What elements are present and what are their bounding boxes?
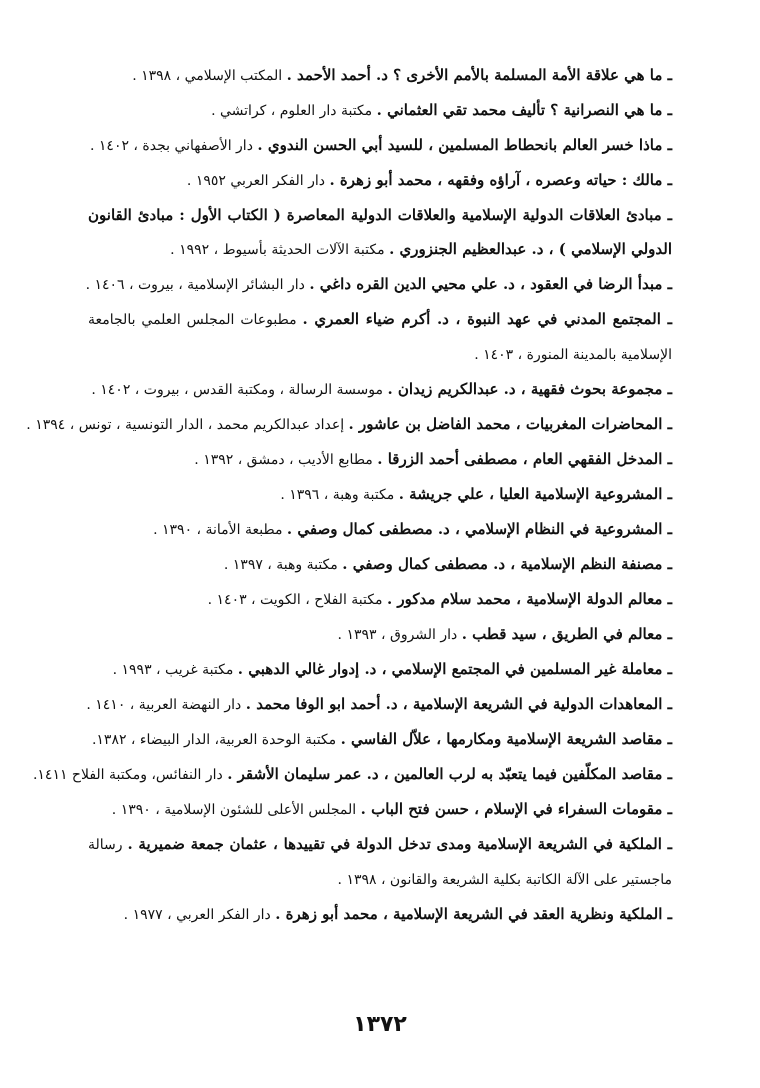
entry-title-author: ـ مقاصد الشريعة الإسلامية ومكارمها ، علاّل الفاسي . bbox=[340, 730, 672, 748]
entry-publisher: مطابع الأديب ، دمشق ، ١٣٩٢ . bbox=[194, 452, 378, 468]
bibliography-entry bbox=[88, 687, 672, 722]
entry-title-author: ـ الملكية في الشريعة الإسلامية ومدى تدخل الدولة في تقييدها ، عثمان جمعة ضميرية . bbox=[127, 835, 672, 853]
entry-publisher: المكتب الإسلامي ، ١٣٩٨ . bbox=[132, 68, 287, 84]
entry-title-author: ـ ما هي النصرانية ؟ تأليف محمد تقي العثماني . bbox=[376, 101, 672, 119]
bibliography-entry bbox=[88, 93, 672, 128]
bibliography-entry bbox=[88, 827, 672, 897]
page-number: ١٣٧٢ bbox=[353, 1012, 407, 1037]
entry-title-author: ـ مبادئ العلاقات الدولية الإسلامية والعلاقات الدولية المعاصرة ( الكتاب الأول : مبادئ القانون الدولي الإسلامي ) ، د. عبدالعظيم الجنزوري . bbox=[88, 206, 672, 258]
entry-title-author: ـ ماذا خسر العالم بانحطاط المسلمين ، للسيد أبي الحسن الندوي . bbox=[257, 136, 672, 154]
entry-publisher: مكتبة وهبة ، ١٣٩٧ . bbox=[223, 557, 343, 573]
entry-title-author: ـ الملكية ونظرية العقد في الشريعة الإسلامية ، محمد أبو زهرة . bbox=[275, 905, 672, 923]
bibliography-entry bbox=[32, 757, 672, 792]
bibliography-entry bbox=[88, 58, 672, 93]
entry-title-author: ـ المدخل الفقهي العام ، مصطفى أحمد الزرقا . bbox=[377, 450, 672, 468]
entry-publisher: مطبوعات المجلس العلمي بالجامعة الإسلامية بالمدينة المنورة ، ١٤٠٣ . bbox=[88, 312, 672, 363]
bibliography-entry bbox=[88, 617, 672, 652]
bibliography-entry bbox=[88, 722, 672, 757]
bibliography-entry bbox=[88, 547, 672, 582]
entry-publisher: دار النفائس، ومكتبة الفلاح ١٤١١. bbox=[32, 767, 228, 783]
entry-publisher: مطبعة الأمانة ، ١٣٩٠ . bbox=[153, 522, 287, 538]
entry-title-author: ـ المشروعية الإسلامية العليا ، علي جريشة . bbox=[398, 485, 672, 503]
entry-publisher: دار الأصفهاني بجدة ، ١٤٠٢ . bbox=[90, 138, 258, 154]
bibliography-entry bbox=[88, 198, 672, 267]
entry-publisher: مكتبة الآلات الحديثة بأسيوط ، ١٩٩٢ . bbox=[170, 242, 390, 258]
entry-publisher: دار البشائر الإسلامية ، بيروت ، ١٤٠٦ . bbox=[85, 277, 310, 293]
entry-title-author: ـ مجموعة بحوث فقهية ، د. عبدالكريم زيدان . bbox=[387, 380, 672, 398]
entry-title-author: ـ معالم الدولة الإسلامية ، محمد سلام مدكور . bbox=[386, 590, 672, 608]
entry-title-author: ـ معالم في الطريق ، سيد قطب . bbox=[461, 625, 672, 643]
bibliography-entry bbox=[88, 652, 672, 687]
entry-publisher: المجلس الأعلى للشئون الإسلامية ، ١٣٩٠ . bbox=[111, 802, 361, 818]
entry-publisher: دار الفكر العربي ١٩٥٢ . bbox=[186, 173, 330, 189]
bibliography-entry bbox=[88, 477, 672, 512]
entry-publisher: مكتبة وهبة ، ١٣٩٦ . bbox=[280, 487, 399, 503]
entry-publisher: دار الفكر العربي ، ١٩٧٧ . bbox=[123, 907, 276, 923]
bibliography-list bbox=[26, 58, 672, 932]
bibliography-entry bbox=[88, 163, 672, 198]
entry-title-author: ـ معاملة غير المسلمين في المجتمع الإسلامي ، د. إدوار غالي الدهبي . bbox=[237, 660, 672, 678]
bibliography-entry bbox=[85, 267, 672, 302]
entry-publisher: مكتبة دار العلوم ، كراتشي . bbox=[211, 103, 377, 119]
bibliography-entry bbox=[88, 128, 672, 163]
entry-publisher: دار النهضة العربية ، ١٤١٠ . bbox=[86, 697, 246, 713]
entry-title-author: ـ مقاصد المكلّفين فيما يتعبّد به لرب العالمين ، د. عمر سليمان الأشقر . bbox=[227, 765, 672, 783]
bibliography-entry bbox=[88, 372, 672, 407]
entry-publisher: مكتبة غريب ، ١٩٩٣ . bbox=[112, 662, 238, 678]
entry-publisher: مكتبة الوحدة العربية، الدار البيضاء ، ١٣٨٢. bbox=[91, 732, 341, 748]
bibliography-entry bbox=[26, 407, 672, 442]
entry-title-author: ـ المعاهدات الدولية في الشريعة الإسلامية ، د. أحمد ابو الوفا محمد . bbox=[245, 695, 672, 713]
entry-title-author: ـ مصنفة النظم الإسلامية ، د. مصطفى كمال وصفي . bbox=[342, 555, 672, 573]
entry-publisher: مكتبة الفلاح ، الكويت ، ١٤٠٣ . bbox=[207, 592, 387, 608]
bibliography-entry bbox=[88, 442, 672, 477]
entry-publisher: إعداد عبدالكريم محمد ، الدار التونسية ، تونس ، ١٣٩٤ . bbox=[26, 417, 349, 433]
entry-title-author: ـ المحاضرات المغربيات ، محمد الفاضل بن عاشور . bbox=[348, 415, 672, 433]
entry-publisher: موسسة الرسالة ، ومكتبة القدس ، بيروت ، ١٤٠٢ . bbox=[91, 382, 388, 398]
bibliography-entry bbox=[88, 792, 672, 827]
entry-title-author: ـ مقومات السفراء في الإسلام ، حسن فتح الباب . bbox=[360, 800, 672, 818]
entry-title-author: ـ المشروعية في النظام الإسلامي ، د. مصطفى كمال وصفي . bbox=[286, 520, 672, 538]
entry-title-author: ـ المجتمع المدني في عهد النبوة ، د. أكرم ضياء العمري . bbox=[302, 310, 672, 328]
entry-title-author: ـ مالك : حياته وعصره ، آراؤه وفقهه ، محمد أبو زهرة . bbox=[329, 171, 672, 189]
entry-publisher: دار الشروق ، ١٣٩٣ . bbox=[337, 627, 462, 643]
entry-title-author: ـ مبدأ الرضا في العقود ، د. علي محيي الدين القره داغي . bbox=[309, 275, 672, 293]
entry-publisher: رسالة ماجستير على الآلة الكاتبة بكلية الشريعة والقانون ، ١٣٩٨ . bbox=[88, 837, 672, 888]
bibliography-entry bbox=[88, 582, 672, 617]
entry-title-author: ـ ما هي علاقة الأمة المسلمة بالأمم الأخرى ؟ د. أحمد الأحمد . bbox=[286, 66, 672, 84]
bibliography-entry bbox=[88, 897, 672, 932]
bibliography-entry bbox=[88, 512, 672, 547]
bibliography-entry bbox=[88, 302, 672, 372]
